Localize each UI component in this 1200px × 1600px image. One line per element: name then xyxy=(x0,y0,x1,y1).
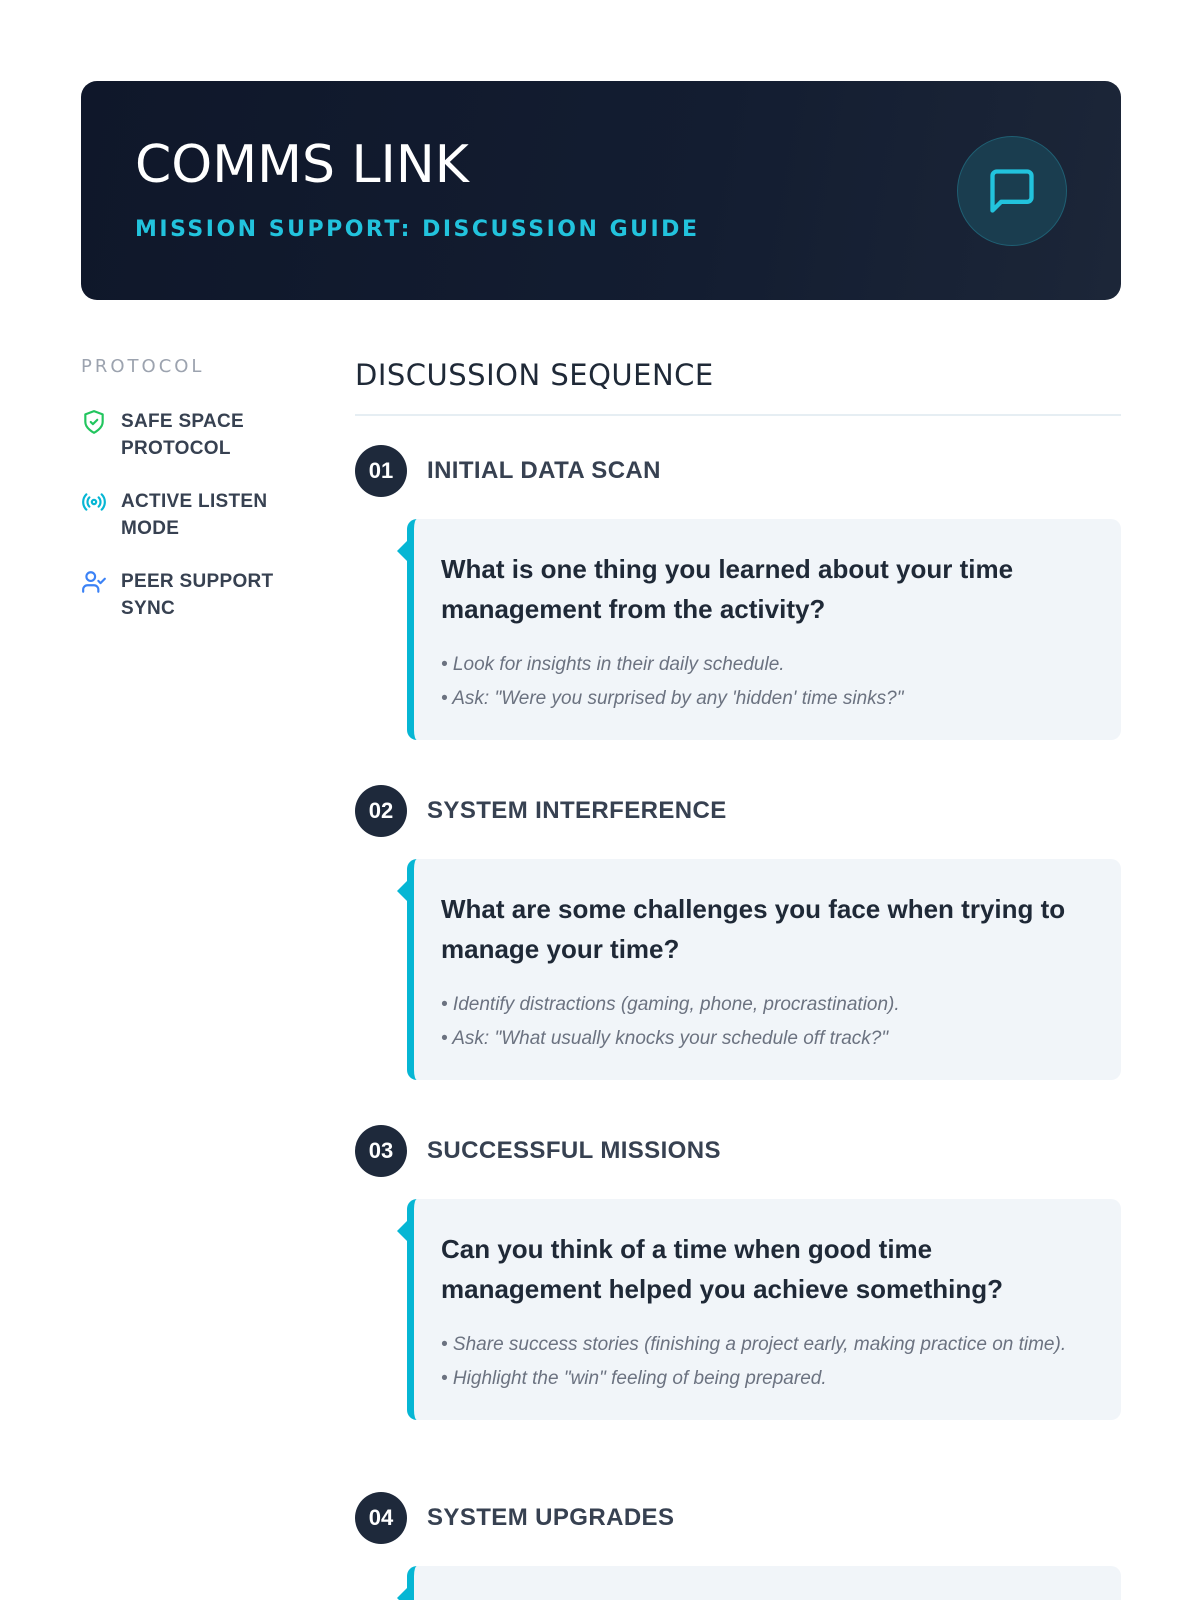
sidebar-item-label: SAFE SPACE PROTOCOL xyxy=(121,411,245,459)
facilitator-notes xyxy=(441,991,1097,1052)
facilitator-notes xyxy=(441,1331,1097,1392)
sidebar-item-safe-space[interactable] xyxy=(81,408,311,462)
note-item: • Share success stories (finishing a project early, making practice on time). xyxy=(441,1334,1067,1355)
question-card xyxy=(407,519,1121,740)
note-item: • Ask: "Were you surprised by any 'hidden' time sinks?" xyxy=(441,688,904,709)
question-card xyxy=(407,1199,1121,1420)
message-button[interactable] xyxy=(957,136,1067,246)
step-number-badge: 02 xyxy=(355,785,407,837)
step-title: SYSTEM INTERFERENCE xyxy=(427,797,727,824)
question-text: What is one thing you learned about your time management from the activity? xyxy=(441,554,1014,624)
section-divider xyxy=(355,414,1121,416)
note-item: • Look for insights in their daily schedule. xyxy=(441,654,785,675)
step-title: SYSTEM UPGRADES xyxy=(427,1504,675,1531)
sidebar-item-label: ACTIVE LISTEN MODE xyxy=(121,491,268,539)
shield-check-icon xyxy=(81,409,107,435)
note-item: • Identify distractions (gaming, phone, procrastination). xyxy=(441,994,900,1015)
step-number-badge: 01 xyxy=(355,445,407,497)
message-square-icon xyxy=(986,165,1038,217)
sidebar-item-label: PEER SUPPORT SYNC xyxy=(121,571,274,619)
radio-signal-icon xyxy=(81,489,107,515)
step-title: INITIAL DATA SCAN xyxy=(427,457,661,484)
section-title: DISCUSSION SEQUENCE xyxy=(355,358,714,392)
user-check-icon xyxy=(81,569,107,595)
page-title: COMMS LINK xyxy=(135,135,469,195)
question-text: Can you think of a time when good time management helped you achieve something? xyxy=(441,1234,1004,1304)
step-number-badge: 04 xyxy=(355,1492,407,1544)
question-card xyxy=(407,1566,1121,1600)
note-item: • Highlight the "win" feeling of being prepared. xyxy=(441,1368,827,1389)
facilitator-notes xyxy=(441,651,1097,712)
question-card xyxy=(407,859,1121,1080)
page-subtitle: MISSION SUPPORT: DISCUSSION GUIDE xyxy=(135,217,700,242)
question-text: What are some challenges you face when trying to manage your time? xyxy=(441,894,1066,964)
sidebar-heading: PROTOCOL xyxy=(81,356,205,377)
note-item: • Ask: "What usually knocks your schedule off track?" xyxy=(441,1028,889,1049)
step-number-badge: 03 xyxy=(355,1125,407,1177)
sidebar-item-active-listen[interactable] xyxy=(81,488,311,542)
header-banner xyxy=(81,81,1121,300)
step-title: SUCCESSFUL MISSIONS xyxy=(427,1137,721,1164)
sidebar-item-peer-support[interactable] xyxy=(81,568,311,622)
